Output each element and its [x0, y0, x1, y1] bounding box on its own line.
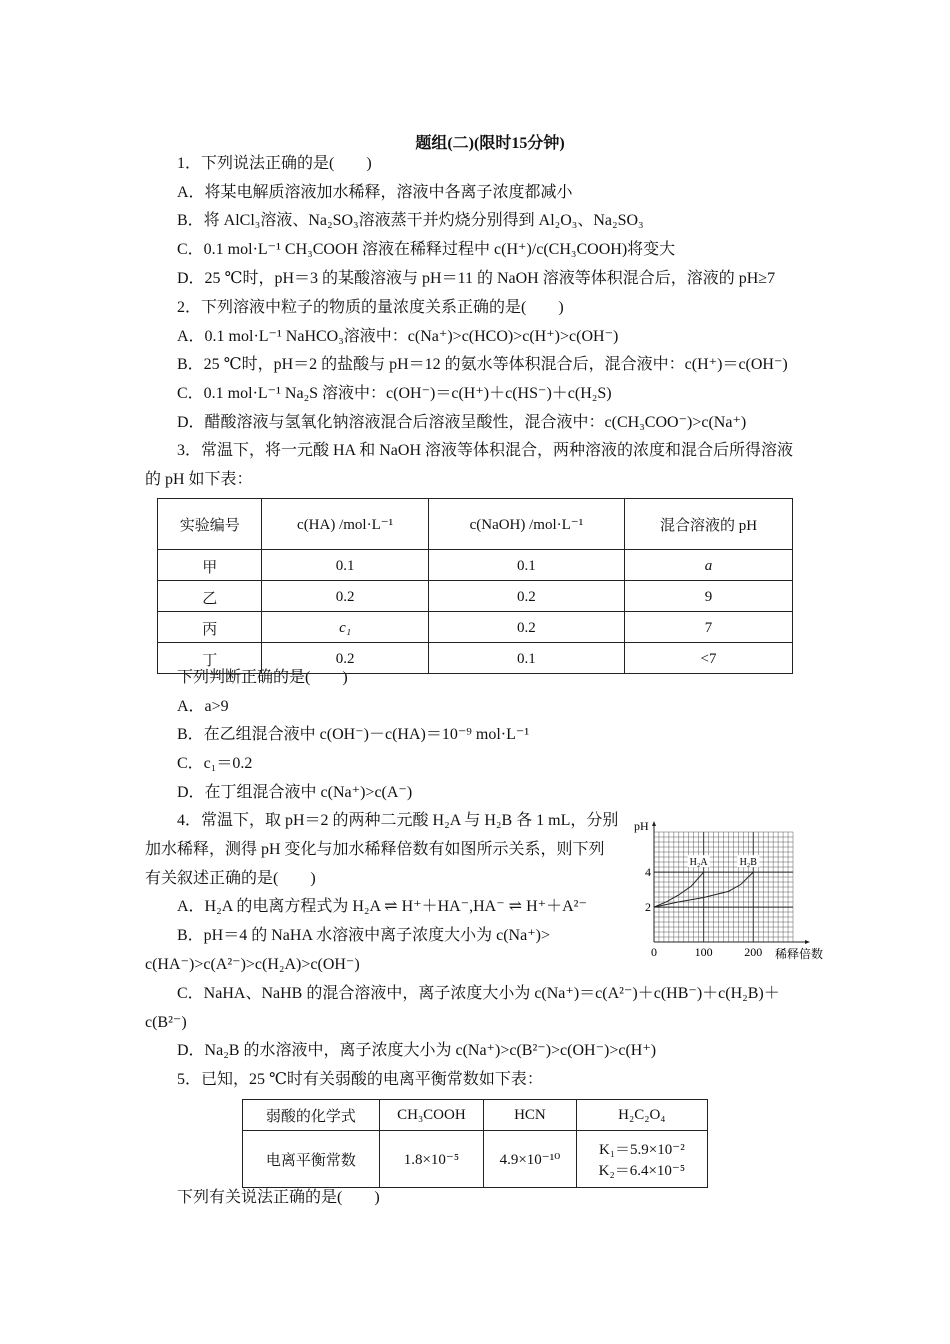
cell: [576, 1131, 707, 1188]
text-line: 2．下列溶液中粒子的物质的量浓度关系正确的是( ): [177, 299, 564, 316]
text-line: 有关叙述正确的是( ): [145, 870, 316, 887]
table-row: [158, 581, 793, 612]
x-tick-label: 100: [694, 945, 713, 959]
cell: a: [625, 550, 793, 581]
cell: c₁: [262, 612, 428, 643]
text-line: 加水稀释，测得 pH 变化与加水稀释倍数有如图所示关系，则下列: [145, 841, 605, 858]
y-axis-arrow: [652, 821, 656, 826]
text-line: 下列判断正确的是( ): [177, 669, 348, 686]
cell: 9: [625, 581, 793, 612]
cell: 0.2: [428, 612, 624, 643]
cell: 1.8×10⁻⁵: [379, 1131, 483, 1188]
text-line: B．pH＝4 的 NaHA 水溶液中离子浓度大小为 c(Na⁺)>: [177, 927, 550, 944]
text-line: 5．已知，25 ℃时有关弱酸的电离平衡常数如下表：: [177, 1071, 543, 1088]
section-title: 题组(二)(限时15分钟): [415, 135, 565, 152]
cell: 0.2: [428, 581, 624, 612]
cell: 4.9×10⁻¹⁰: [484, 1131, 577, 1188]
header-cell: 实验编号: [158, 499, 262, 550]
text-line: D．Na₂B 的水溶液中，离子浓度大小为 c(Na⁺)>c(B²⁻)>c(OH⁻)>c(H⁺): [177, 1042, 657, 1059]
ph-dilution-chart: [620, 812, 835, 962]
cell: 7: [625, 612, 793, 643]
text-line: D．25 ℃时，pH＝3 的某酸溶液与 pH＝11 的 NaOH 溶液等体积混合后，溶液的 pH≥7: [177, 270, 776, 287]
text-line: B．将 AlCl₃溶液、Na₂SO₃溶液蒸干并灼烧分别得到 Al₂O₃、Na₂SO₃: [177, 212, 644, 229]
text-line: C．0.1 mol·L⁻¹ CH₃COOH 溶液在稀释过程中 c(H⁺)/c(CH₃COOH)将变大: [177, 241, 676, 258]
x-axis-label: 稀释倍数: [775, 947, 824, 961]
row-label: 电离平衡常数: [243, 1131, 380, 1188]
text-line: 下列有关说法正确的是( ): [177, 1189, 380, 1206]
cell: 丙: [158, 612, 262, 643]
text-line: A．a>9: [177, 698, 229, 715]
cell: <7: [625, 643, 793, 674]
text-line: c(HA⁻)>c(A²⁻)>c(H₂A)>c(OH⁻): [145, 956, 360, 973]
header-cell: c(NaOH) /mol·L⁻¹: [428, 499, 624, 550]
text-line: 的 pH 如下表：: [145, 471, 253, 488]
cell: 甲: [158, 550, 262, 581]
text-line: 1．下列说法正确的是( ): [177, 155, 372, 172]
y-tick-label: 2: [645, 900, 651, 915]
series-label: H₂A: [689, 857, 708, 869]
k1-value: K₁＝5.9×10⁻²: [599, 1142, 685, 1158]
cell: 0.2: [262, 643, 428, 674]
header-cell: c(HA) /mol·L⁻¹: [262, 499, 428, 550]
cell: 0.1: [428, 643, 624, 674]
text-line: 3．常温下，将一元酸 HA 和 NaOH 溶液等体积混合，两种溶液的浓度和混合后所得溶液: [177, 442, 793, 459]
text-line: A．H₂A 的电离方程式为 H₂A ⇌ H⁺＋HA⁻,HA⁻ ⇌ H⁺＋A²⁻: [177, 898, 587, 915]
y-tick-label: 4: [645, 865, 651, 880]
constants-table: [242, 1099, 708, 1188]
text-line: B．25 ℃时，pH＝2 的盐酸与 pH＝12 的氨水等体积混合后，混合液中：c(H⁺)＝c(OH⁻): [177, 356, 788, 373]
text-line: A．0.1 mol·L⁻¹ NaHCO₃溶液中：c(Na⁺)>c(HCO)>c(H⁺)>c(OH⁻): [177, 328, 619, 345]
header-cell: 弱酸的化学式: [243, 1100, 380, 1131]
cell: 0.2: [262, 581, 428, 612]
text-line: C．c₁＝0.2: [177, 755, 253, 772]
y-axis-label: pH: [634, 819, 649, 833]
x-axis-arrow: [805, 940, 810, 944]
text-line: C．0.1 mol·L⁻¹ Na₂S 溶液中：c(OH⁻)＝c(H⁺)＋c(HS⁻)＋c(H₂S): [177, 385, 612, 402]
table-row: [158, 550, 793, 581]
cell: 0.1: [428, 550, 624, 581]
cell: 乙: [158, 581, 262, 612]
text-line: A．将某电解质溶液加水稀释，溶液中各离子浓度都减小: [177, 184, 573, 201]
cell: 丁: [158, 643, 262, 674]
text-line: 4．常温下，取 pH＝2 的两种二元酸 H₂A 与 H₂B 各 1 mL，分别: [177, 812, 619, 829]
text-line: c(B²⁻): [145, 1014, 187, 1031]
series-label: H₂B: [739, 857, 757, 869]
text-line: C．NaHA、NaHB 的混合溶液中，离子浓度大小为 c(Na⁺)＝c(A²⁻)＋c(HB⁻)＋c(H₂B)＋: [177, 985, 780, 1002]
cell: 0.1: [262, 550, 428, 581]
x-tick-label: 200: [744, 945, 763, 959]
text-line: B．在乙组混合液中 c(OH⁻)－c(HA)＝10⁻⁹ mol·L⁻¹: [177, 726, 530, 743]
x-tick-label: 0: [651, 945, 657, 959]
text-line: D．在丁组混合液中 c(Na⁺)>c(A⁻): [177, 784, 413, 801]
header-cell: CH₃COOH: [379, 1100, 483, 1131]
table-row: [158, 612, 793, 643]
k2-value: K₂＝6.4×10⁻⁵: [598, 1163, 686, 1179]
header-cell: HCN: [484, 1100, 577, 1131]
header-cell: 混合溶液的 pH: [625, 499, 793, 550]
table-row: [158, 643, 793, 674]
text-line: D．醋酸溶液与氢氧化钠溶液混合后溶液呈酸性，混合液中：c(CH₃COO⁻)>c(Na⁺): [177, 414, 747, 431]
experiment-table: [157, 498, 793, 674]
header-cell: H₂C₂O₄: [576, 1100, 707, 1131]
